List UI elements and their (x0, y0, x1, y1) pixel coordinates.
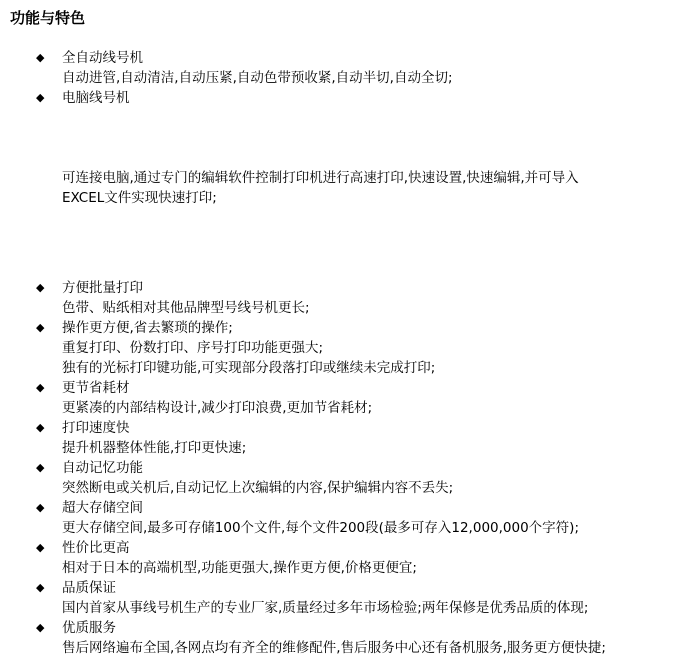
page-title: 功能与特色 (10, 9, 86, 27)
feature-title: 优质服务 (62, 620, 116, 636)
feature-item (0, 498, 688, 538)
diamond-bullet-icon: ◆ (36, 461, 45, 474)
feature-item (0, 378, 688, 418)
feature-title-row (0, 278, 688, 298)
feature-line: 突然断电或关机后,自动记忆上次编辑的内容,保护编辑内容不丢失; (62, 480, 454, 496)
paragraph-line: EXCEL文件实现快速打印; (62, 190, 217, 206)
feature-line: 更紧凑的内部结构设计,减少打印浪费,更加节省耗材; (62, 400, 373, 416)
feature-title-row (0, 578, 688, 598)
feature-title-row (0, 48, 688, 68)
diamond-bullet-icon: ◆ (36, 581, 45, 594)
diamond-bullet-icon: ◆ (36, 501, 45, 514)
feature-title: 品质保证 (62, 580, 116, 596)
feature-title-row (0, 618, 688, 638)
feature-line: 更大存储空间,最多可存储100个文件,每个文件200段(最多可存入12,000,000个字符); (62, 520, 579, 536)
feature-title: 方便批量打印 (62, 280, 143, 296)
feature-line: 国内首家从事线号机生产的专业厂家,质量经过多年市场检验;两年保修是优秀品质的体现; (62, 600, 589, 616)
feature-title-row (0, 88, 688, 108)
feature-list (0, 48, 688, 658)
feature-line: 售后网络遍布全国,各网点均有齐全的维修配件,售后服务中心还有备机服务,服务更方便快捷; (62, 640, 606, 656)
diamond-bullet-icon: ◆ (36, 621, 45, 634)
diamond-bullet-icon: ◆ (36, 381, 45, 394)
feature-title: 全自动线号机 (62, 50, 143, 66)
diamond-bullet-icon: ◆ (36, 421, 45, 434)
feature-line: 独有的光标打印键功能,可实现部分段落打印或继续未完成打印; (62, 360, 436, 376)
feature-item (0, 318, 688, 378)
diamond-bullet-icon: ◆ (36, 91, 45, 104)
feature-title-row (0, 418, 688, 438)
feature-line: 相对于日本的高端机型,功能更强大,操作更方便,价格更便宜; (62, 560, 417, 576)
diamond-bullet-icon: ◆ (36, 321, 45, 334)
feature-line: 提升机器整体性能,打印更快速; (62, 440, 247, 456)
feature-item (0, 48, 688, 88)
feature-item (0, 538, 688, 578)
feature-title-row (0, 498, 688, 518)
feature-line: 色带、贴纸相对其他品牌型号线号机更长; (62, 300, 310, 316)
diamond-bullet-icon: ◆ (36, 281, 45, 294)
computer-connect-paragraph (0, 168, 688, 208)
diamond-bullet-icon: ◆ (36, 51, 45, 64)
feature-title: 自动记忆功能 (62, 460, 143, 476)
feature-title-row (0, 538, 688, 558)
feature-item (0, 278, 688, 318)
feature-title: 性价比更高 (62, 540, 130, 556)
feature-title: 更节省耗材 (62, 380, 130, 396)
feature-title-row (0, 458, 688, 478)
feature-title: 操作更方便,省去繁琐的操作; (62, 320, 233, 336)
feature-item (0, 418, 688, 458)
feature-item (0, 458, 688, 498)
feature-item (0, 88, 688, 108)
feature-item (0, 618, 688, 658)
feature-title: 电脑线号机 (62, 90, 130, 106)
feature-title: 打印速度快 (62, 420, 130, 436)
paragraph-line: 可连接电脑,通过专门的编辑软件控制打印机进行高速打印,快速设置,快速编辑,并可导入 (62, 170, 579, 186)
feature-line: 重复打印、份数打印、序号打印功能更强大; (62, 340, 324, 356)
feature-title-row (0, 378, 688, 398)
feature-title: 超大存储空间 (62, 500, 143, 516)
feature-item (0, 578, 688, 618)
feature-line: 自动进管,自动清洁,自动压紧,自动色带预收紧,自动半切,自动全切; (62, 70, 453, 86)
feature-title-row (0, 318, 688, 338)
diamond-bullet-icon: ◆ (36, 541, 45, 554)
